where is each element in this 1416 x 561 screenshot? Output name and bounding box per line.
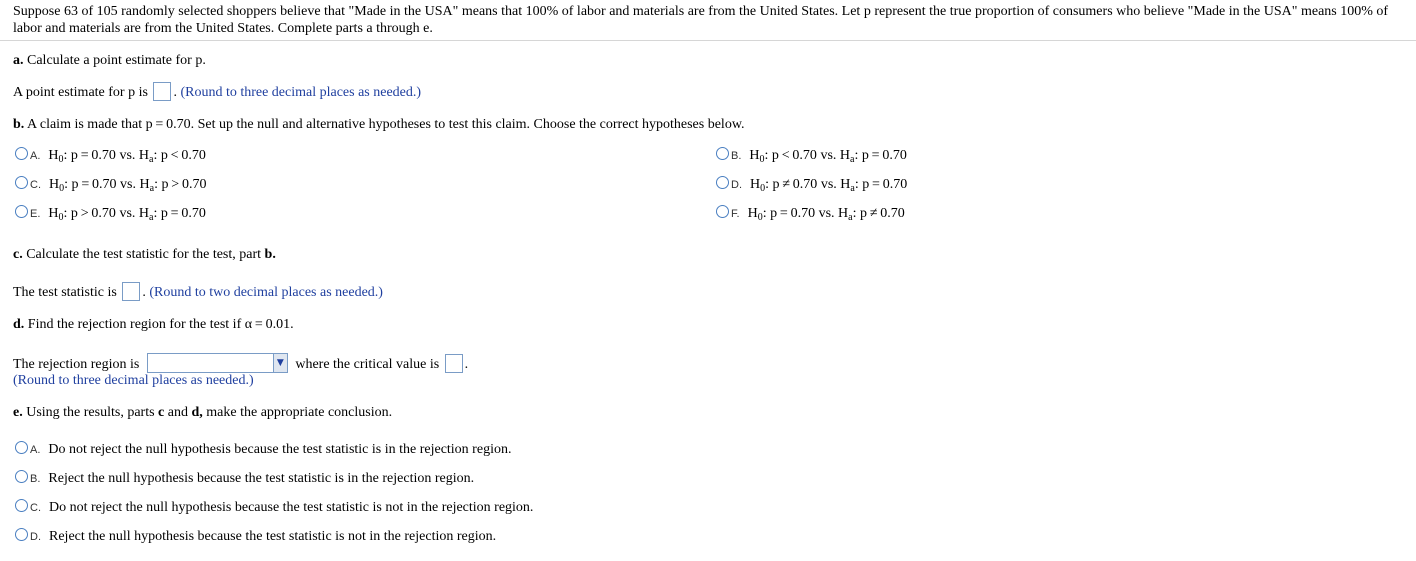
radio-button[interactable] xyxy=(716,205,729,218)
alt-hypothesis: p = 0.70 xyxy=(160,206,206,221)
option-letter: D. xyxy=(731,179,742,191)
radio-button[interactable] xyxy=(716,147,729,160)
part-d-hint: (Round to three decimal places as needed.) xyxy=(13,373,254,388)
rejection-region-dropdown[interactable] xyxy=(147,353,288,373)
radio-button[interactable] xyxy=(15,147,28,160)
vs-text: vs. xyxy=(820,148,837,163)
part-c-answer-row xyxy=(13,282,383,301)
option-letter: C. xyxy=(30,179,41,191)
part-a-answer-suffix: . xyxy=(173,85,177,100)
part-e-prompt xyxy=(13,405,392,421)
option-letter: C. xyxy=(30,502,41,514)
alt-hypothesis: p > 0.70 xyxy=(161,177,207,192)
option-letter: B. xyxy=(30,473,41,485)
part-e-option-b[interactable] xyxy=(15,470,474,487)
alt-hypothesis: p = 0.70 xyxy=(861,148,907,163)
part-b-option-b[interactable]: B. $H_0$: p < 0.70 vs. $H_a$: p = 0.70 xyxy=(716,147,907,164)
part-c-answer-suffix: . xyxy=(142,285,146,300)
part-a-label: a. xyxy=(13,53,24,68)
option-letter: D. xyxy=(30,531,41,543)
option-text: Do not reject the null hypothesis because the test statistic is in the rejection region. xyxy=(48,442,512,457)
null-hypothesis: p = 0.70 xyxy=(70,148,116,163)
part-c-prompt xyxy=(13,247,276,263)
part-e-question-1: Using the results, parts xyxy=(26,405,155,420)
radio-button[interactable] xyxy=(15,528,28,541)
part-e-question-3: make the appropriate conclusion. xyxy=(206,405,393,420)
radio-button[interactable] xyxy=(716,176,729,189)
null-hypothesis: p = 0.70 xyxy=(71,177,117,192)
part-a-question: Calculate a point estimate for p. xyxy=(27,53,206,68)
option-letter: A. xyxy=(30,444,41,456)
radio-button[interactable] xyxy=(15,205,28,218)
vs-text: vs. xyxy=(820,177,837,192)
part-c-hint: (Round to two decimal places as needed.) xyxy=(149,285,383,300)
part-a-hint: (Round to three decimal places as needed.) xyxy=(180,85,422,100)
test-statistic-input[interactable] xyxy=(122,282,140,301)
radio-button[interactable] xyxy=(15,176,28,189)
option-letter: B. xyxy=(731,150,742,162)
vs-text: vs. xyxy=(818,206,835,221)
part-e-option-a[interactable] xyxy=(15,441,511,458)
vs-text: vs. xyxy=(119,206,136,221)
critical-value-input[interactable] xyxy=(445,354,463,373)
part-e-option-c[interactable] xyxy=(15,499,533,516)
alt-hypothesis: p = 0.70 xyxy=(862,177,908,192)
null-hypothesis: p < 0.70 xyxy=(771,148,817,163)
part-c-label: c. xyxy=(13,247,23,262)
vs-text: vs. xyxy=(120,177,136,192)
radio-button[interactable] xyxy=(15,470,28,483)
part-c-question: Calculate the test statistic for the test, part xyxy=(26,247,262,262)
part-a-answer-row xyxy=(13,82,421,101)
part-e-bold-d: d, xyxy=(191,405,203,420)
part-c-question-bold: b. xyxy=(264,247,276,262)
part-d-prompt xyxy=(13,317,294,333)
radio-button[interactable] xyxy=(15,441,28,454)
option-letter: E. xyxy=(30,208,41,220)
part-d-label: d. xyxy=(13,317,25,332)
point-estimate-input[interactable] xyxy=(153,82,171,101)
option-text: Reject the null hypothesis because the test statistic is in the rejection region. xyxy=(48,471,475,486)
null-hypothesis: p ≠ 0.70 xyxy=(772,177,818,192)
part-b-label: b. xyxy=(13,117,25,132)
option-text: Do not reject the null hypothesis because the test statistic is not in the rejection region. xyxy=(49,500,534,515)
part-d-answer-prefix: The rejection region is xyxy=(13,357,140,372)
part-b-option-c[interactable]: C. $H_0$: p = 0.70 vs. $H_a$: p > 0.70 xyxy=(15,176,206,193)
option-letter: F. xyxy=(731,208,740,220)
part-d-answer-middle: where the critical value is xyxy=(295,357,440,372)
radio-button[interactable] xyxy=(15,499,28,512)
part-c-answer-prefix: The test statistic is xyxy=(13,285,117,300)
part-b-option-e[interactable]: E. $H_0$: p > 0.70 vs. $H_a$: p = 0.70 xyxy=(15,205,206,222)
part-d-answer-row xyxy=(13,353,468,373)
part-e-bold-c: c xyxy=(158,405,165,420)
part-b-option-d[interactable]: D. $H_0$: p ≠ 0.70 vs. $H_a$: p = 0.70 xyxy=(716,176,907,193)
part-e-label: e. xyxy=(13,405,23,420)
alt-hypothesis: p < 0.70 xyxy=(160,148,206,163)
part-b-question: A claim is made that p = 0.70. Set up the null and alternative hypotheses to test this claim. Choose the correct hypotheses below. xyxy=(27,117,745,132)
part-b-prompt xyxy=(13,117,745,133)
part-e-question-2: and xyxy=(167,405,188,420)
part-b-option-f[interactable]: F. $H_0$: p = 0.70 vs. $H_a$: p ≠ 0.70 xyxy=(716,205,905,222)
vs-text: vs. xyxy=(119,148,136,163)
part-a-answer-prefix: A point estimate for p is xyxy=(13,85,148,100)
option-text: Reject the null hypothesis because the test statistic is not in the rejection region. xyxy=(49,529,497,544)
alt-hypothesis: p ≠ 0.70 xyxy=(860,206,905,221)
null-hypothesis: p > 0.70 xyxy=(70,206,116,221)
option-letter: A. xyxy=(30,150,41,162)
null-hypothesis: p = 0.70 xyxy=(770,206,816,221)
part-e-option-d[interactable] xyxy=(15,528,496,545)
problem-intro: Suppose 63 of 105 randomly selected shoppers believe that "Made in the USA" means that 100% of labor and materials are from the United States. Let p represent the true proportion of consumers who believe "Made in the USA" means 100% of labor and materials are from the United States. Complete parts a through e. xyxy=(13,4,1389,36)
part-a-prompt xyxy=(13,53,206,69)
part-d-answer-suffix: . xyxy=(464,357,469,372)
part-d-question: Find the rejection region for the test if α = 0.01. xyxy=(27,317,294,332)
part-b-option-a[interactable]: A. $H_0$: p = 0.70 vs. $H_a$: p < 0.70 xyxy=(15,147,206,164)
chevron-down-icon[interactable]: ▼ xyxy=(273,354,287,372)
divider xyxy=(0,40,1416,41)
